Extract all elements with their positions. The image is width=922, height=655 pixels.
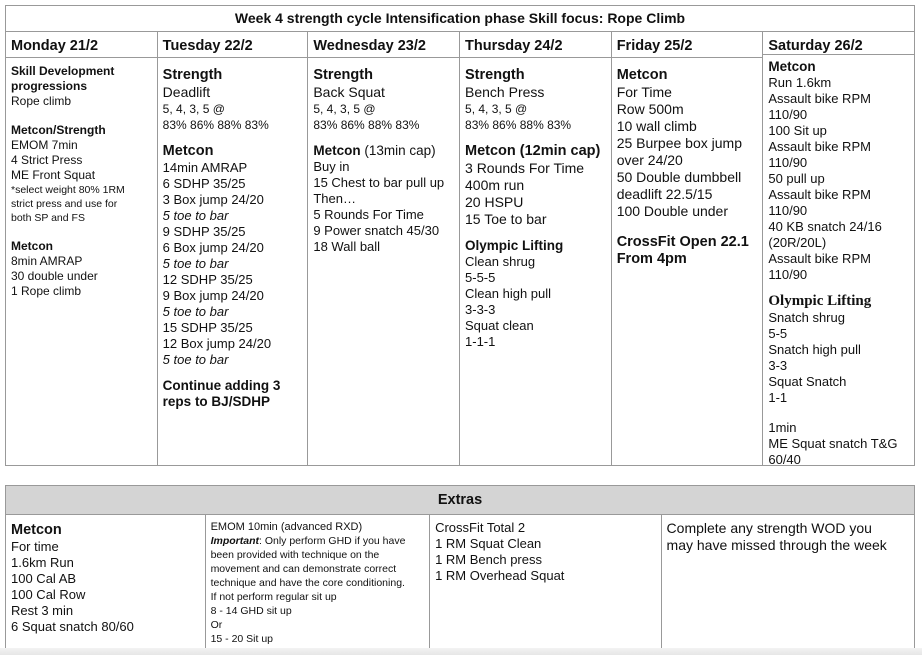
workout-line: technique and have the core conditioning. <box>210 577 405 589</box>
day-column-monday <box>6 32 158 465</box>
day-header: Friday 25/2 <box>612 32 763 58</box>
workout-line: 3-3 <box>768 358 788 373</box>
section-title: Metcon <box>162 143 214 159</box>
workout-line: EMOM 7min <box>11 138 78 152</box>
rep-scheme: 5, 4, 3, 5 @ <box>313 102 376 116</box>
section-title: Strength <box>465 67 525 83</box>
workout-line: 1 RM Squat Clean <box>435 536 542 551</box>
time-cap: (13min cap) <box>360 143 436 158</box>
section-title: Metcon <box>11 239 53 253</box>
workout-line: Assault bike RPM <box>768 91 871 106</box>
workout-line: EMOM 10min (advanced RXD) <box>210 521 363 533</box>
workout-line: 9 Power snatch 45/30 <box>313 223 440 238</box>
extras-header: Extras <box>5 485 915 515</box>
extras-column-total <box>430 515 661 649</box>
workout-line: 5 toe to bar <box>162 352 229 367</box>
section-title: Metcon <box>313 143 361 158</box>
section-title: Strength <box>313 67 373 83</box>
workout-line: 100 Double under <box>616 203 728 219</box>
workout-line: 110/90 <box>768 107 808 122</box>
workout-line: 3-3-3 <box>465 302 496 317</box>
day-header: Wednesday 23/2 <box>308 32 459 58</box>
workout-line: 30 double under <box>11 269 98 283</box>
workout-line: movement and can demonstrate correct <box>210 563 397 575</box>
workout-line: 12 Box jump 24/20 <box>162 336 272 351</box>
workout-line: 1-1 <box>768 390 788 405</box>
section-title: Metcon/Strength <box>11 123 106 137</box>
workout-line: 4 Strict Press <box>11 153 83 167</box>
workout-line: 5-5 <box>768 326 788 341</box>
workout-line: 18 Wall ball <box>313 239 381 254</box>
workout-line: over 24/20 <box>616 152 683 168</box>
workout-line: Assault bike RPM <box>768 139 871 154</box>
workout-line: 100 Sit up <box>768 123 827 138</box>
workout-line: 5 toe to bar <box>162 208 229 223</box>
section-title: Olympic Lifting <box>465 238 564 253</box>
important-line <box>211 534 425 548</box>
event-line: CrossFit Open 22.1 <box>616 234 749 250</box>
workout-line: Assault bike RPM <box>768 251 871 266</box>
workout-line: Squat clean <box>465 318 534 333</box>
event-line: From 4pm <box>616 251 687 267</box>
workout-line: 1 Rope climb <box>11 284 82 298</box>
workout-line: If not perform regular sit up <box>210 591 337 603</box>
workout-line: 1min <box>768 420 797 435</box>
workout-line: ME Front Squat <box>11 168 96 182</box>
lift-name: Deadlift <box>162 84 211 100</box>
day-header: Thursday 24/2 <box>460 32 611 58</box>
workout-line: 1-1-1 <box>465 334 496 349</box>
workout-line: Clean high pull <box>465 286 552 301</box>
extras-table <box>5 515 915 650</box>
note-line: strict press and use for <box>11 198 118 210</box>
workout-line: ME Squat snatch T&G <box>768 436 898 451</box>
note-line: both SP and FS <box>11 212 85 224</box>
section-title: Metcon <box>768 59 816 74</box>
day-header: Tuesday 22/2 <box>158 32 308 58</box>
workout-line: 6 Squat snatch 80/60 <box>11 619 134 634</box>
note-line: Continue adding 3 <box>162 378 281 393</box>
day-column-friday <box>612 32 764 465</box>
workout-line: deadlift 22.5/15 <box>616 186 713 202</box>
workout-line: 100 Cal Row <box>11 587 86 602</box>
workout-line: 8min AMRAP <box>11 254 83 268</box>
workout-line: 9 SDHP 35/25 <box>162 224 246 239</box>
workout-line: CrossFit Total 2 <box>435 520 526 535</box>
workout-line: 100 Cal AB <box>11 571 77 586</box>
important-text: : Only perform GHD if you have <box>258 535 406 547</box>
workout-line: 9 Box jump 24/20 <box>162 288 264 303</box>
workout-line: 10 wall climb <box>616 118 697 134</box>
workout-line: Row 500m <box>616 101 684 117</box>
note-line: *select weight 80% 1RM <box>11 184 125 196</box>
workout-line: 5 Rounds For Time <box>313 207 424 222</box>
day-column-wednesday <box>308 32 460 465</box>
section-title: Skill Development <box>11 64 115 78</box>
workout-line: 110/90 <box>768 155 808 170</box>
workout-line: may have missed through the week <box>666 537 887 553</box>
section-title: Metcon (12min cap) <box>465 143 601 159</box>
workout-line: 5 toe to bar <box>162 304 229 319</box>
workout-line: Rope climb <box>11 94 72 108</box>
workout-line: 15 Toe to bar <box>465 211 547 227</box>
extras-column-makeup <box>662 515 914 649</box>
workout-line: Buy in <box>313 159 350 174</box>
section-title: Olympic Lifting <box>768 293 872 309</box>
workout-line: Then… <box>313 191 356 206</box>
lift-name: Bench Press <box>465 84 545 100</box>
lift-name: Back Squat <box>313 84 385 100</box>
workout-line: Complete any strength WOD you <box>666 520 872 536</box>
page-bottom-edge <box>0 648 922 655</box>
day-column-thursday <box>460 32 612 465</box>
workout-line: 400m run <box>465 177 525 193</box>
day-column-tuesday <box>158 32 309 465</box>
percentages: 83% 86% 88% 83% <box>465 118 572 132</box>
workout-line: 20 HSPU <box>465 194 524 210</box>
section-title: Strength <box>162 67 223 83</box>
workout-line: For Time <box>616 84 672 100</box>
page-title: Week 4 strength cycle Intensification phase Skill focus: Rope Climb <box>5 5 915 31</box>
workout-line: 1 RM Bench press <box>435 552 542 567</box>
extras-column-ghd <box>206 515 431 649</box>
section-title: Metcon <box>11 522 62 538</box>
workout-line: 3 Box jump 24/20 <box>162 192 264 207</box>
workout-line: For time <box>11 539 59 554</box>
section-title: progressions <box>11 79 88 93</box>
workout-line: 5-5-5 <box>465 270 496 285</box>
workout-line: Assault bike RPM <box>768 187 871 202</box>
week-schedule-table <box>5 31 915 466</box>
workout-line: 25 Burpee box jump <box>616 135 742 151</box>
percentages: 83% 86% 88% 83% <box>162 118 269 132</box>
workout-line: Squat Snatch <box>768 374 847 389</box>
workout-line: 15 SDHP 35/25 <box>162 320 253 335</box>
workout-line: Or <box>210 619 223 631</box>
workout-line: 12 SDHP 35/25 <box>162 272 253 287</box>
workout-line: 110/90 <box>768 203 808 218</box>
workout-line: 60/40 <box>768 452 801 467</box>
day-header: Monday 21/2 <box>6 32 157 58</box>
workout-line: Snatch shrug <box>768 310 845 325</box>
workout-line: 15 - 20 Sit up <box>210 633 274 645</box>
note-line: reps to BJ/SDHP <box>162 394 270 409</box>
workout-line: 110/90 <box>768 267 808 282</box>
workout-line: 1.6km Run <box>11 555 74 570</box>
extras-column-metcon <box>6 515 206 649</box>
workout-line: 40 KB snatch 24/16 <box>768 219 882 234</box>
workout-line: Run 1.6km <box>768 75 832 90</box>
workout-line: 5 toe to bar <box>162 256 229 271</box>
workout-line: 8 - 14 GHD sit up <box>210 605 292 617</box>
workout-line: Snatch high pull <box>768 342 861 357</box>
workout-line: Rest 3 min <box>11 603 74 618</box>
rep-scheme: 5, 4, 3, 5 @ <box>465 102 528 116</box>
day-column-saturday <box>763 32 914 465</box>
workout-line: 1 RM Overhead Squat <box>435 568 565 583</box>
section-title: Metcon <box>616 67 668 83</box>
rep-scheme: 5, 4, 3, 5 @ <box>162 102 225 116</box>
workout-line: 50 Double dumbbell <box>616 169 742 185</box>
workout-line: 15 Chest to bar pull up <box>313 175 445 190</box>
percentages: 83% 86% 88% 83% <box>313 118 420 132</box>
workout-line: 6 Box jump 24/20 <box>162 240 264 255</box>
important-label: Important <box>210 535 259 547</box>
day-header: Saturday 26/2 <box>763 32 914 55</box>
workout-line: been provided with technique on the <box>210 549 380 561</box>
workout-line: 14min AMRAP <box>162 160 248 175</box>
workout-line: 50 pull up <box>768 171 825 186</box>
workout-line: (20R/20L) <box>768 235 827 250</box>
workout-line: 3 Rounds For Time <box>465 160 585 176</box>
workout-line: 6 SDHP 35/25 <box>162 176 246 191</box>
workout-line: Clean shrug <box>465 254 536 269</box>
metcon-heading <box>313 143 454 159</box>
